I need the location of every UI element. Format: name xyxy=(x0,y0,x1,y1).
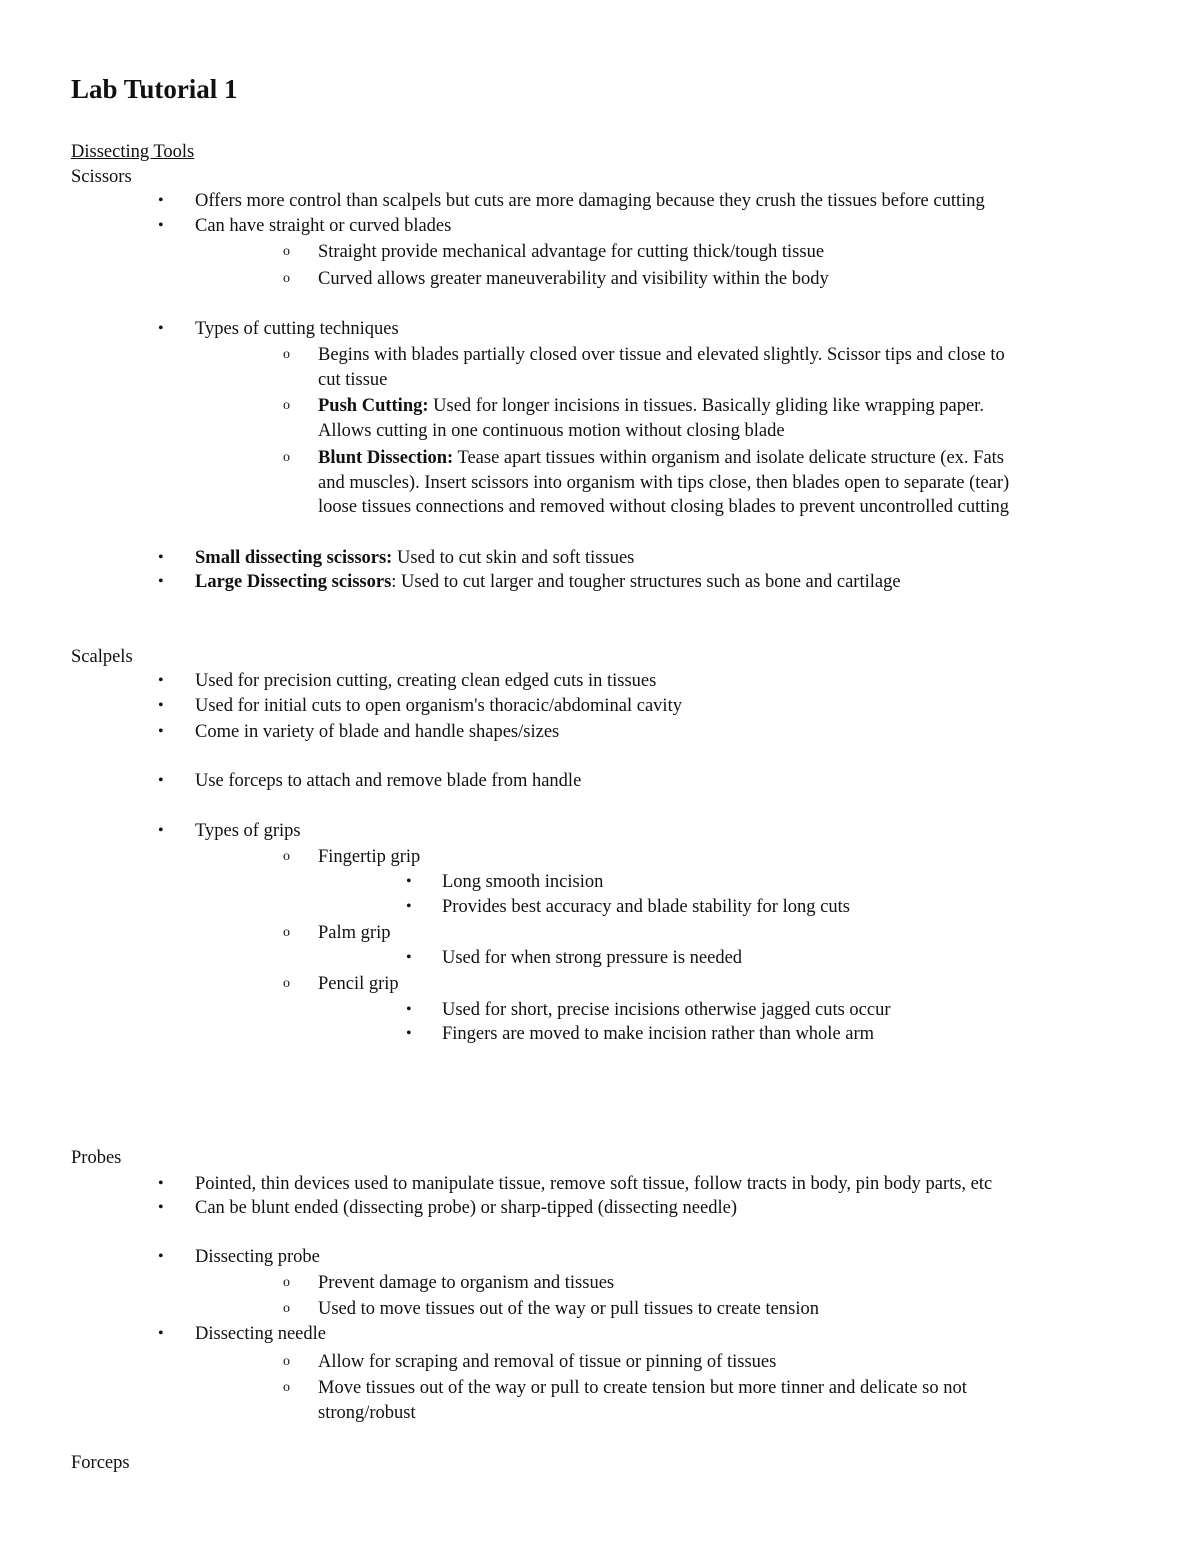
sub-list-item-cont: strong/robust xyxy=(318,1403,416,1423)
sub-list-item-cont: and muscles). Insert scissors into organism with tips close, then blades open to separate (tear) xyxy=(318,473,1010,493)
bullet-icon: • xyxy=(406,949,412,966)
sub-list-item: Prevent damage to organism and tissues xyxy=(318,1273,615,1293)
list-item xyxy=(195,570,901,594)
sub-sub-list-item: Used for short, precise incisions otherwise jagged cuts occur xyxy=(442,1000,891,1020)
list-item: Come in variety of blade and handle shapes/sizes xyxy=(195,722,560,742)
sub-list-item: Allow for scraping and removal of tissue or pinning of tissues xyxy=(318,1352,777,1372)
bullet-icon: • xyxy=(158,772,164,789)
sub-list-item: Curved allows greater maneuverability and visibility within the body xyxy=(318,269,829,289)
circle-bullet-icon: o xyxy=(283,925,290,940)
sub-list-item: Pencil grip xyxy=(318,974,399,994)
sub-sub-list-item: Used for when strong pressure is needed xyxy=(442,948,743,968)
term-description: Used to cut skin and soft tissues xyxy=(392,548,635,568)
list-item: Used for initial cuts to open organism's thoracic/abdominal cavity xyxy=(195,696,682,716)
bullet-icon: • xyxy=(158,697,164,714)
list-item: Use forceps to attach and remove blade from handle xyxy=(195,771,582,791)
sub-list-item: Begins with blades partially closed over tissue and elevated slightly. Scissor tips and close to xyxy=(318,345,1005,365)
term-description: Tease apart tissues within organism and isolate delicate structure (ex. Fats xyxy=(453,448,1004,468)
bullet-icon: • xyxy=(158,573,164,590)
bullet-icon: • xyxy=(158,549,164,566)
bold-term: Large Dissecting scissors xyxy=(195,572,392,592)
bullet-icon: • xyxy=(158,320,164,337)
list-item: Dissecting probe xyxy=(195,1247,320,1267)
circle-bullet-icon: o xyxy=(283,1301,290,1316)
forceps-heading: Forceps xyxy=(71,1453,130,1473)
bullet-icon: • xyxy=(158,1199,164,1216)
bullet-icon: • xyxy=(158,1175,164,1192)
bullet-icon: • xyxy=(158,723,164,740)
sub-sub-list-item: Long smooth incision xyxy=(442,872,604,892)
sub-list-item: Move tissues out of the way or pull to create tension but more tinner and delicate so not xyxy=(318,1378,967,1398)
bullet-icon: • xyxy=(158,1325,164,1342)
bullet-icon: • xyxy=(158,192,164,209)
circle-bullet-icon: o xyxy=(283,1354,290,1369)
list-item xyxy=(195,546,634,570)
sub-list-item xyxy=(318,394,984,418)
list-item: Pointed, thin devices used to manipulate tissue, remove soft tissue, follow tracts in body, pin body parts, etc xyxy=(195,1174,993,1194)
list-item: Dissecting needle xyxy=(195,1324,326,1344)
sub-sub-list-item: Fingers are moved to make incision rather than whole arm xyxy=(442,1024,875,1044)
scissors-heading: Scissors xyxy=(71,167,132,187)
sub-list-item-cont: loose tissues connections and removed without closing blades to prevent uncontrolled cutting xyxy=(318,497,1010,517)
circle-bullet-icon: o xyxy=(283,976,290,991)
list-item: Used for precision cutting, creating clean edged cuts in tissues xyxy=(195,671,657,691)
list-item: Offers more control than scalpels but cuts are more damaging because they crush the tissues before cutting xyxy=(195,191,985,211)
list-item: Can be blunt ended (dissecting probe) or sharp-tipped (dissecting needle) xyxy=(195,1198,737,1218)
probes-heading: Probes xyxy=(71,1148,122,1168)
circle-bullet-icon: o xyxy=(283,450,290,465)
sub-list-item xyxy=(318,446,1004,470)
circle-bullet-icon: o xyxy=(283,271,290,286)
bullet-icon: • xyxy=(406,1001,412,1018)
sub-list-item-cont: Allows cutting in one continuous motion without closing blade xyxy=(318,421,785,441)
bold-term: Blunt Dissection: xyxy=(318,448,454,468)
sub-list-item: Used to move tissues out of the way or pull tissues to create tension xyxy=(318,1299,819,1319)
sub-list-item: Straight provide mechanical advantage for cutting thick/tough tissue xyxy=(318,242,825,262)
bullet-icon: • xyxy=(158,672,164,689)
circle-bullet-icon: o xyxy=(283,1275,290,1290)
term-description: : Used to cut larger and tougher structures such as bone and cartilage xyxy=(391,572,901,592)
circle-bullet-icon: o xyxy=(283,849,290,864)
sub-list-item: Fingertip grip xyxy=(318,847,421,867)
bullet-icon: • xyxy=(406,898,412,915)
term-description: Used for longer incisions in tissues. Basically gliding like wrapping paper. xyxy=(428,396,984,416)
section-heading: Dissecting Tools xyxy=(71,142,195,162)
bullet-icon: • xyxy=(158,1248,164,1265)
list-item: Types of cutting techniques xyxy=(195,319,399,339)
bullet-icon: • xyxy=(406,1025,412,1042)
circle-bullet-icon: o xyxy=(283,244,290,259)
scalpels-heading: Scalpels xyxy=(71,647,133,667)
circle-bullet-icon: o xyxy=(283,347,290,362)
circle-bullet-icon: o xyxy=(283,1380,290,1395)
sub-sub-list-item: Provides best accuracy and blade stability for long cuts xyxy=(442,897,850,917)
list-item: Can have straight or curved blades xyxy=(195,216,452,236)
list-item: Types of grips xyxy=(195,821,301,841)
bold-term: Small dissecting scissors: xyxy=(195,548,393,568)
bullet-icon: • xyxy=(158,822,164,839)
sub-list-item: Palm grip xyxy=(318,923,391,943)
sub-list-item-cont: cut tissue xyxy=(318,370,388,390)
circle-bullet-icon: o xyxy=(283,398,290,413)
bullet-icon: • xyxy=(158,217,164,234)
bold-term: Push Cutting: xyxy=(318,396,429,416)
page-title: Lab Tutorial 1 xyxy=(71,74,238,104)
bullet-icon: • xyxy=(406,873,412,890)
